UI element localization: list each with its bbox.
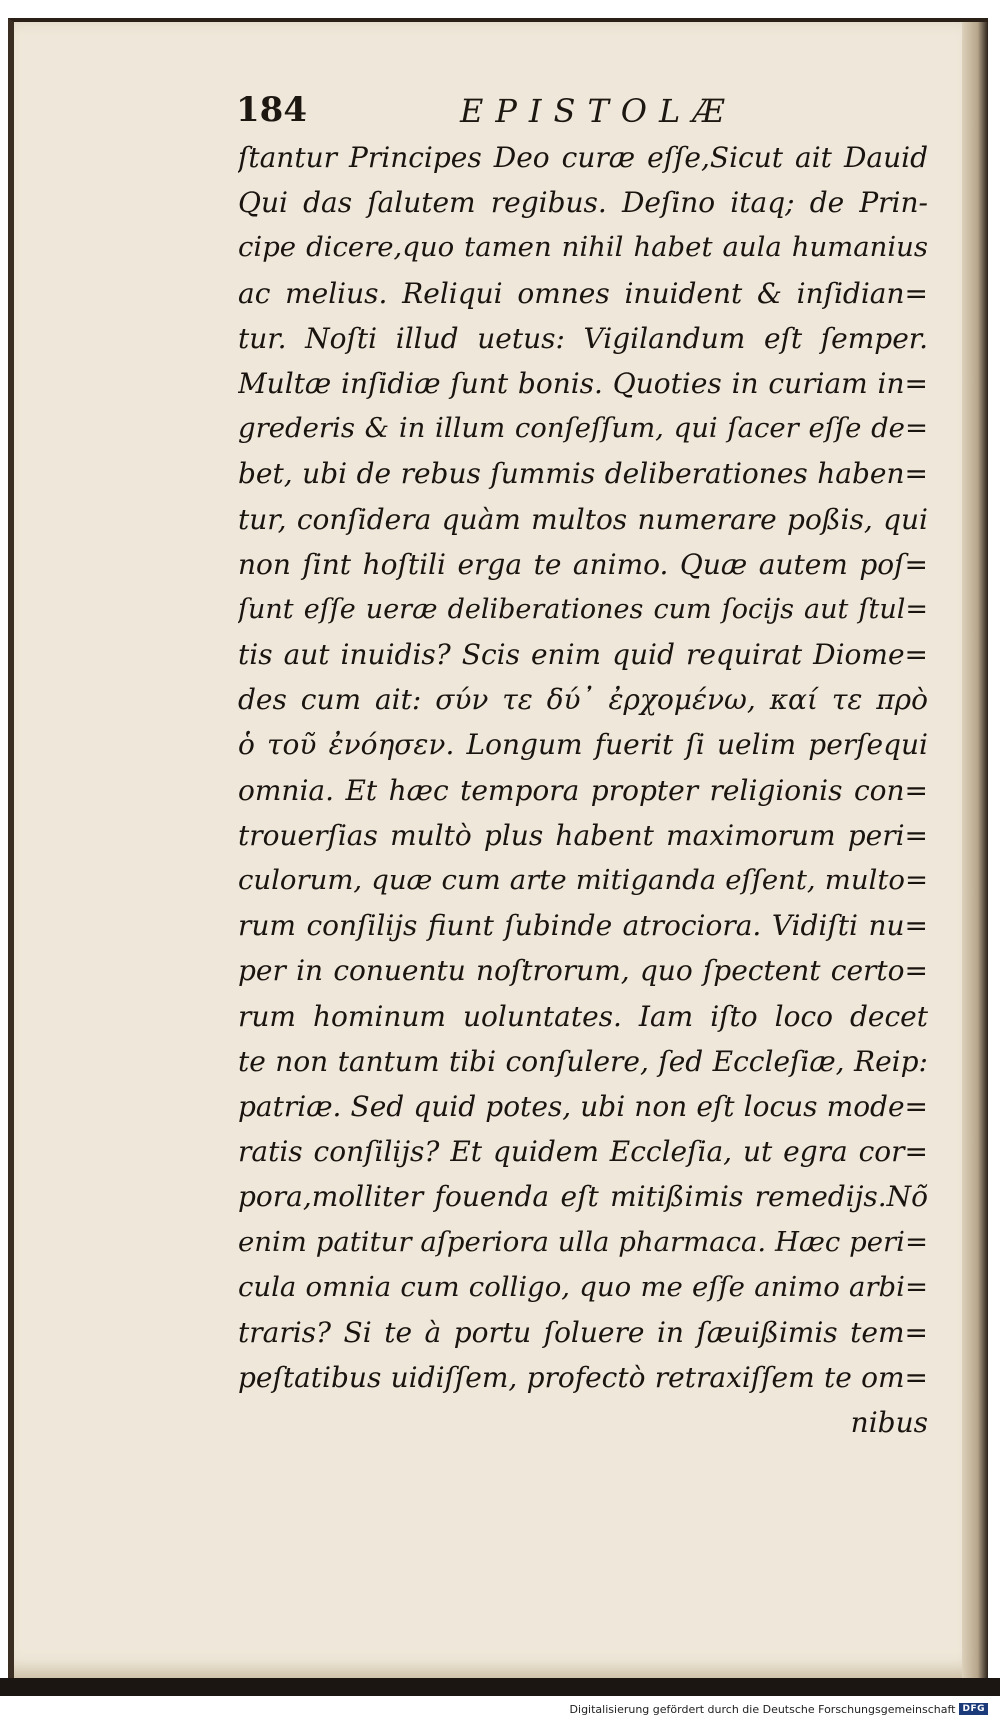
text-line: tur, conſidera quàm multos numerare poßis, qui <box>238 502 928 536</box>
body-text <box>238 135 928 1445</box>
text-line: non ſint hoſtili erga te animo. Quæ autem poſ= <box>238 547 928 581</box>
text-line: ac melius. Reliqui omnes inuident & inſidian= <box>238 276 928 310</box>
text-line: enim patitur aſperiora ulla pharmaca. Hæc peri= <box>238 1225 928 1258</box>
text-line: tur. Noſti illud uetus: Vigilandum eſt ſemper. <box>238 321 928 355</box>
text-line: traris? Si te à portu ſoluere in ſæuißimis tem= <box>238 1315 928 1349</box>
text-line: Multæ inſidiæ ſunt bonis. Quoties in curiam in= <box>238 366 928 400</box>
text-line: patriæ. Sed quid potes, ubi non eſt locus mode= <box>238 1089 928 1123</box>
catchword: nibus <box>850 1406 928 1440</box>
text-line: tis aut inuidis? Scis enim quid requirat Diome= <box>238 638 928 672</box>
text-line: rum hominum uoluntates. Iam iſto loco decet <box>238 999 928 1033</box>
dfg-logo: DFG <box>959 1703 988 1715</box>
text-line: ſunt eſſe ueræ deliberationes cum ſocijs aut ſtul= <box>238 593 928 625</box>
text-line: pora,molliter fouenda eſt mitißimis remedijs.Nõ <box>238 1180 928 1214</box>
text-line: omnia. Et hæc tempora propter religionis con= <box>238 773 928 807</box>
text-line: ratis conſilijs? Et quidem Eccleſia, ut egra cor= <box>238 1135 928 1169</box>
text-line: des cum ait: σύν τε δύ᾽ ἐρχομένω, καί τε πρὸ <box>238 683 928 717</box>
text-line: peſtatibus uidiſſem, profectò retraxiſſem te om= <box>238 1361 928 1395</box>
page-header <box>230 90 930 136</box>
text-line: rum conſilijs fiunt ſubinde atrociora. Vidiſti nu= <box>238 909 928 943</box>
page-edge-shadow <box>962 22 988 1678</box>
text-line: te non tantum tibi conſulere, ſed Eccleſiæ, Reip: <box>238 1044 928 1078</box>
text-line: ὁ τοῦ ἐνόησεν. Longum fuerit ſi uelim perſequi <box>238 728 928 762</box>
footer-credit <box>570 1700 988 1718</box>
text-line: bet, ubi de rebus ſummis deliberationes haben= <box>238 457 928 491</box>
scan-bottom-border <box>0 1678 1000 1696</box>
text-line: cula omnia cum colligo, quo me eſſe animo arbi= <box>238 1270 928 1303</box>
text-line: Qui das ſalutem regibus. Deſino itaq; de Prin- <box>238 186 928 220</box>
text-line: ſtantur Principes Deo curæ eſſe,Sicut ait Dauid <box>238 141 928 174</box>
running-head: EPISTOLÆ <box>460 92 737 130</box>
text-line: cipe dicere,quo tamen nihil habet aula humanius <box>238 231 928 264</box>
text-line: trouerſias multò plus habent maximorum peri= <box>238 818 928 852</box>
page-number: 184 <box>236 90 307 130</box>
text-line: culorum, quæ cum arte mitiganda eſſent, multo= <box>238 864 928 896</box>
footer-text: Digitalisierung gefördert durch die Deutsche Forschungsgemeinschaft <box>569 1702 956 1716</box>
text-line: grederis & in illum conſeſſum, qui ſacer eſſe de= <box>238 412 928 445</box>
text-line: per in conuentu noſtrorum, quo ſpectent certo= <box>238 954 928 988</box>
